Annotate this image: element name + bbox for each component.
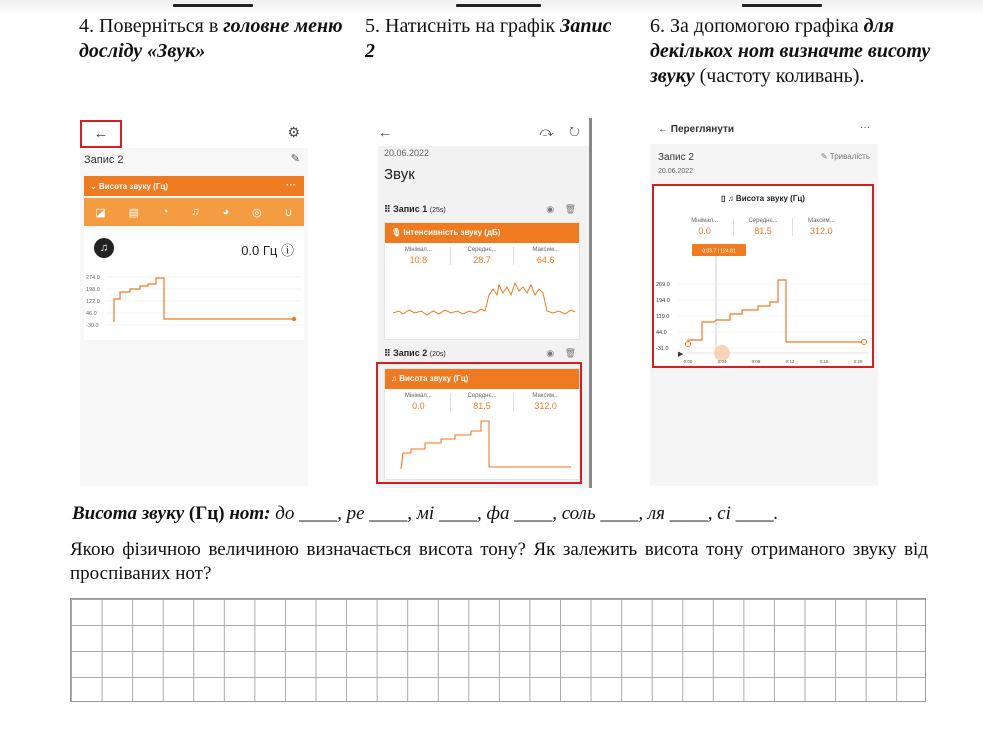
record-2-duration: (20s): [429, 351, 446, 358]
pitch-value: [241, 240, 294, 259]
record-2-name: Запис 2: [393, 348, 428, 358]
stat-label: Середнє...: [748, 218, 778, 224]
music-note-icon[interactable]: ♫: [191, 206, 200, 218]
magnet-icon[interactable]: ∪: [284, 206, 293, 219]
notes-label-1: Висота звуку: [72, 503, 185, 524]
back-arrow-icon[interactable]: ←: [80, 120, 122, 148]
step-6-text: 6. За допомогою графіка: [650, 15, 864, 37]
tool-icon-row: [84, 198, 304, 226]
eye-trash-icons[interactable]: ◉ 🗑: [546, 204, 580, 214]
notes-blanks[interactable]: до ____, ре ____, мі ____, фа ____, соль ____, ля ____, сі ____.: [270, 503, 779, 524]
step-5-bold: Запис 2: [365, 15, 612, 62]
step-4-text: 4. Поверніться в: [79, 15, 224, 37]
stat-value: 64.6: [536, 255, 555, 265]
back-arrow-icon[interactable]: ← Переглянути: [658, 124, 735, 135]
pitch-mini-chart: [84, 274, 304, 344]
end-marker: [292, 317, 296, 321]
top-dash: [456, 4, 541, 7]
music-note-icon: ♫: [94, 238, 114, 258]
stat-value: 312.0: [810, 226, 833, 236]
x-tick-label: 0:20: [853, 359, 863, 364]
stat-value: 10.8: [409, 255, 428, 265]
intensity-mini-chart: [385, 265, 581, 327]
step-5-instruction: [365, 14, 625, 64]
gear-icon[interactable]: ⚙: [287, 124, 300, 140]
stat-value: 0.0: [412, 401, 425, 411]
y-tick-label: 122.0: [86, 299, 100, 305]
duration-button[interactable]: ✎ Тривалість: [820, 152, 870, 161]
undo-redo-icons[interactable]: ⤼ ↻: [539, 124, 586, 139]
stat-label: Мінімал...: [404, 247, 432, 253]
stat-max: [514, 247, 577, 265]
stat-min: [387, 247, 451, 265]
intensity-line: [393, 283, 575, 315]
top-dash: [173, 4, 253, 7]
chart-icon[interactable]: ◪: [95, 206, 106, 219]
stat-label: Максим...: [532, 247, 559, 253]
record-title: Запис 2: [658, 152, 694, 163]
top-dash: [742, 4, 822, 7]
step-5-text: 5. Натисніть на графік: [365, 15, 561, 37]
app-header: [378, 118, 592, 146]
stat-label: Максим...: [532, 393, 559, 399]
x-tick-label: 0:08: [751, 359, 761, 364]
stat-label: Середнє...: [467, 393, 497, 399]
dial-icon[interactable]: ◕: [222, 206, 230, 218]
question-text: Якою фізичною величиною визначається висота тону? Як залежить висота тону отриманого звуку від проспіваних нот?: [70, 539, 928, 584]
stat-label: Середнє...: [467, 247, 497, 253]
play-icon[interactable]: ▶: [678, 351, 684, 358]
gauge-icon[interactable]: ◔: [161, 206, 169, 218]
phone-screenshot-menu: [80, 118, 308, 486]
record-title: Запис 2: [84, 154, 124, 166]
record-1-card[interactable]: [384, 222, 580, 340]
notes-fill-in-line: [72, 502, 932, 526]
table-icon[interactable]: ▤: [128, 206, 140, 219]
x-tick-label: 0:04: [717, 359, 727, 364]
intensity-header: 🎙 Інтенсивність звуку (дБ): [385, 223, 579, 243]
more-icon[interactable]: ···: [286, 180, 296, 191]
stat-value: 81.5: [754, 226, 772, 236]
y-tick-label: -30.0: [86, 323, 99, 329]
record-1-row[interactable]: ⠿ Запис 1 (25s) ◉ 🗑: [384, 204, 580, 214]
step-6-suffix: (частоту коливань).: [694, 65, 865, 87]
y-tick-label: 269.0: [656, 282, 670, 288]
pitch-header: ♫ Висота звуку (Гц): [385, 369, 579, 389]
pitch-card: [84, 230, 304, 340]
tooltip-text: 0:03.7 | 124.81: [702, 248, 736, 255]
app-header: [80, 118, 308, 148]
step-6-instruction: [650, 14, 940, 89]
app-header: [650, 118, 878, 144]
y-tick-label: 119.0: [656, 314, 670, 320]
pitch-value-text: 0.0 Гц: [241, 243, 278, 258]
stat-value: 28.7: [473, 255, 491, 265]
y-tick-label: 198.0: [86, 287, 100, 293]
highlight-frame: [652, 184, 874, 368]
record-1-duration: (25s): [429, 207, 446, 214]
experiment-date: 20.06.2022: [384, 148, 430, 158]
y-tick-label: 274.0: [86, 275, 100, 281]
notes-label-3: нот:: [229, 503, 271, 524]
more-icon[interactable]: ···: [860, 122, 870, 133]
record-date: 20.06.2022: [658, 168, 694, 175]
stat-label: Максим...: [808, 218, 835, 224]
stat-avg: [451, 247, 515, 265]
stat-value: 0.0: [698, 226, 711, 236]
highlight-frame: [376, 362, 582, 484]
step-6-bold: для декількох нот визначте висоту звуку: [650, 15, 931, 87]
step-4-bold: головне меню досліду «Звук»: [79, 15, 343, 62]
back-arrow-icon[interactable]: ←: [378, 124, 392, 140]
stat-value: 81.5: [473, 401, 491, 411]
top-bar: [0, 0, 983, 14]
y-tick-label: -31.0: [656, 346, 669, 352]
sensor-bar-title: ⌄ Висота звуку (Гц): [90, 182, 168, 191]
eye-trash-icons[interactable]: ◉ 🗑: [546, 348, 580, 358]
experiment-title: Звук: [384, 166, 415, 183]
x-tick-label: 0:12: [785, 359, 795, 364]
notes-label-2: (Гц): [184, 503, 230, 524]
x-tick-label: 0:16: [819, 359, 829, 364]
record-1-name: Запис 1: [393, 204, 428, 214]
x-tick-label: 0:00: [683, 359, 693, 364]
record-1-stats: [385, 243, 579, 265]
stat-label: Мінімал...: [691, 218, 719, 224]
y-tick-label: 46.0: [86, 311, 97, 317]
answer-grid[interactable]: [70, 598, 926, 702]
stat-label: Мінімал...: [404, 393, 432, 399]
info-icon[interactable]: ⓘ: [280, 243, 294, 258]
pencil-icon[interactable]: ✎: [290, 153, 300, 165]
graph-title: ▯ ♫ Висота звуку (Гц): [721, 194, 805, 203]
step-4-instruction: [79, 14, 349, 64]
record-2-row[interactable]: ⠿ Запис 2 (20s) ◉ 🗑: [384, 348, 580, 358]
target-icon[interactable]: ◎: [252, 206, 262, 219]
sensor-bar[interactable]: [84, 176, 304, 196]
pitch-line: [114, 278, 294, 322]
y-tick-label: 44.0: [656, 330, 667, 336]
y-tick-label: 194.0: [656, 298, 670, 304]
stat-value: 312.0: [534, 401, 557, 411]
